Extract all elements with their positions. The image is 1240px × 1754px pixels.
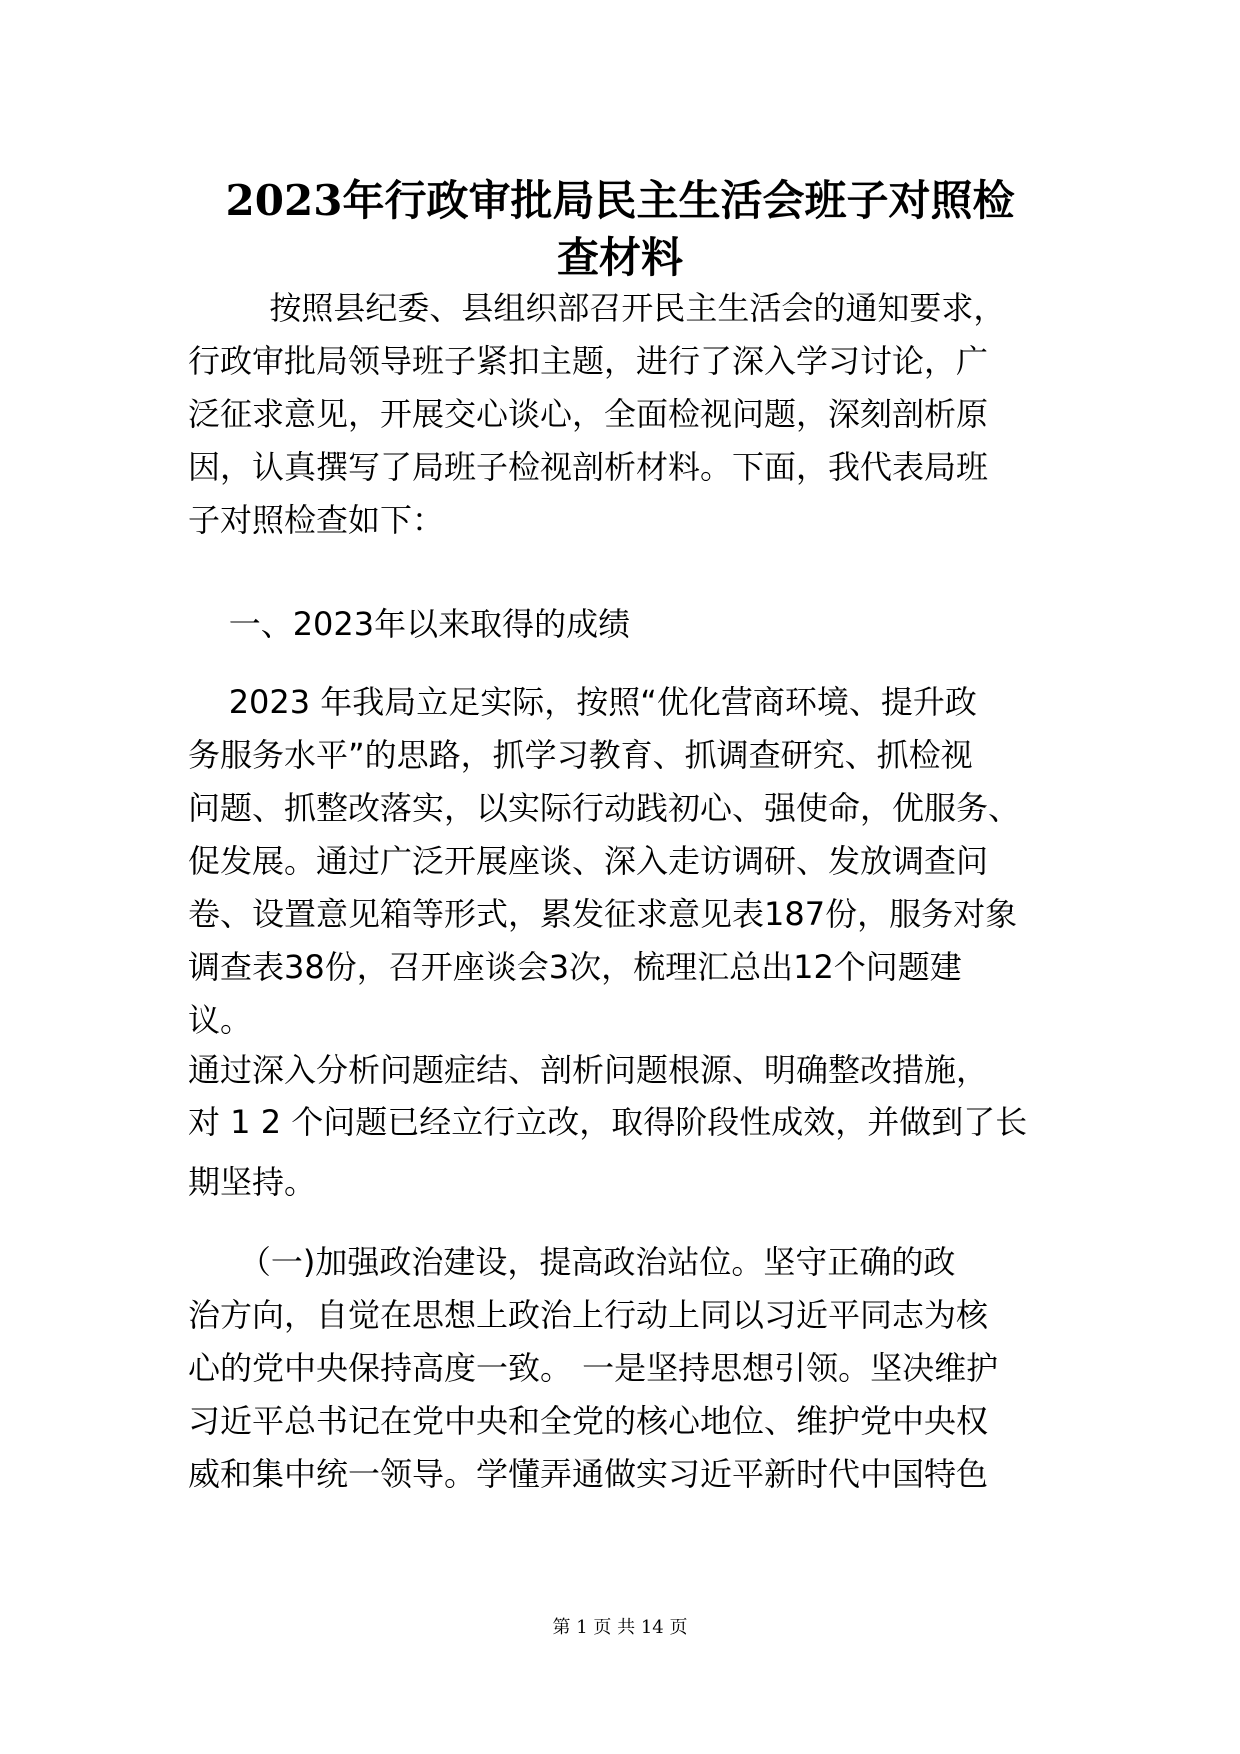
text-line: 调查表38份，召开座谈会3次，梳理汇总出12个问题建 — [188, 948, 962, 986]
text-line: 期坚持。 — [188, 1163, 317, 1201]
title-line: 查材料 — [556, 233, 683, 282]
section-heading-text: 一、2023年以来取得的成绩 — [188, 605, 631, 643]
text-line: 按照县纪委、县组织部召开民主生活会的通知要求， — [188, 289, 1006, 327]
text-line: 卷、设置意见箱等形式，累发征求意见表187份，服务对象 — [188, 895, 1018, 933]
text-line: 议。 — [188, 1001, 253, 1039]
text-line: 2023 年我局立足实际，按照“优化营商环境、提升政 — [188, 683, 977, 721]
text-line: 务服务水平”的思路，抓学习教育、抓调查研究、抓检视 — [188, 736, 973, 774]
text-line: 治方向，自觉在思想上政治上行动上同以习近平同志为核 — [188, 1296, 989, 1334]
text-line: （一)加强政治建设，提高政治站位。坚守正确的政 — [188, 1243, 956, 1281]
text-line: 行政审批局领导班子紧扣主题，进行了深入学习讨论，广 — [188, 342, 989, 380]
subsection1-paragraph — [188, 1236, 1068, 1501]
text-line: 子对照检查如下： — [188, 501, 445, 539]
text-line: 心的党中央保持高度一致。 一是坚持思想引领。坚决维护 — [188, 1349, 999, 1387]
text-line: 习近平总书记在党中央和全党的核心地位、维护党中央权 — [188, 1402, 989, 1440]
title-line: 2023年行政审批局民主生活会班子对照检 — [225, 176, 1015, 225]
section1-paragraph — [188, 676, 1068, 1047]
text-line: 威和集中统一领导。学懂弄通做实习近平新时代中国特色 — [188, 1455, 989, 1493]
section1-continuation — [188, 1044, 1068, 1208]
text-line: 促发展。通过广泛开展座谈、深入走访调研、发放调查问 — [188, 842, 989, 880]
text-line: 通过深入分析问题症结、剖析问题根源、明确整改措施， — [188, 1051, 989, 1089]
text-line: 对 1 2 个问题已经立行立改，取得阶段性成效，并做到了长 — [188, 1103, 1028, 1141]
document-title — [180, 172, 1060, 286]
page-footer: 第 1 页 共 14 页 — [552, 1617, 688, 1638]
text-line: 泛征求意见，开展交心谈心，全面检视问题，深刻剖析原 — [188, 395, 989, 433]
text-line: 问题、抓整改落实，以实际行动践初心、强使命，优服务、 — [188, 789, 1021, 827]
text-line: 因，认真撰写了局班子检视剖析材料。下面，我代表局班 — [188, 448, 989, 486]
section-heading — [188, 598, 1068, 651]
intro-paragraph — [188, 282, 1068, 547]
